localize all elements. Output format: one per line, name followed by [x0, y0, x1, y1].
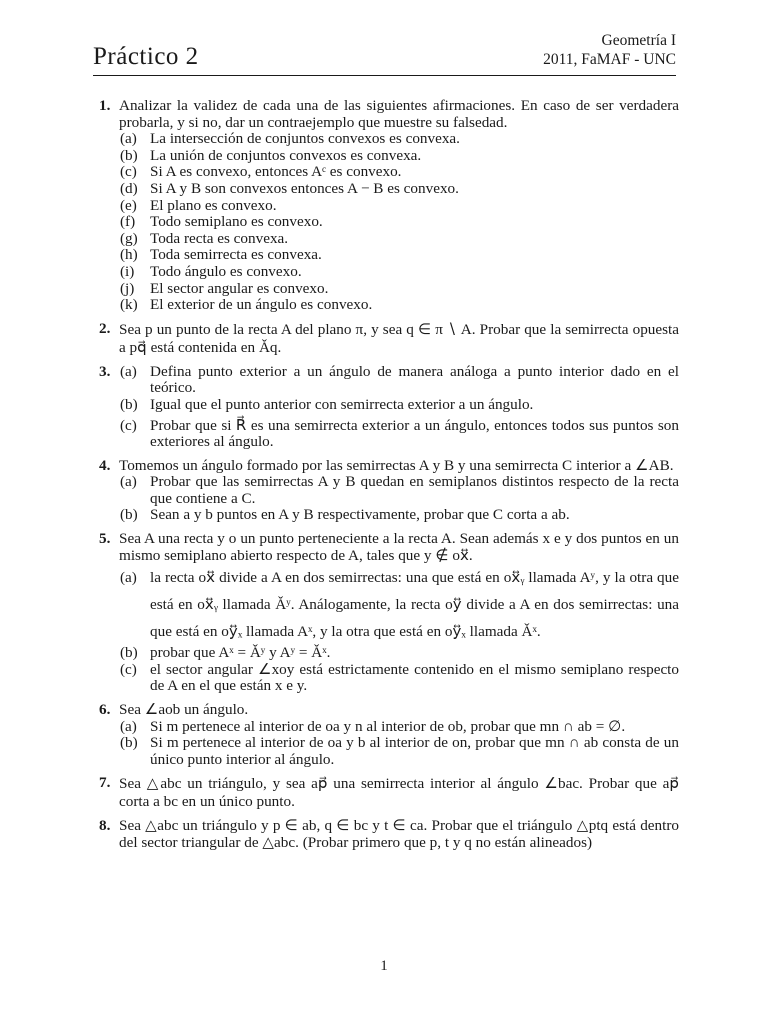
item-label: (b): [120, 644, 138, 662]
item-list: [88, 364, 679, 451]
item-text: Toda recta es convexa.: [150, 229, 289, 247]
item-text: El exterior de un ángulo es convexo.: [150, 296, 373, 314]
problem-text: Sea p un punto de la recta A del plano π, y sea q ∈ π ∖ A. Probar que la semirrecta opuesta a pq⃗ está contenida en Ǎq.: [119, 320, 679, 356]
problem-3: [101, 364, 679, 451]
problem-4: [101, 458, 679, 524]
item-label: (d): [120, 179, 138, 197]
problem-number: 3.: [99, 362, 111, 380]
item-label: (h): [120, 246, 138, 264]
problem-number: 7.: [99, 774, 111, 792]
problem-1: [101, 98, 679, 314]
item-text: El sector angular es convexo.: [150, 279, 329, 297]
list-item: [119, 364, 679, 397]
item-list: [119, 719, 679, 769]
item-label: (k): [120, 296, 138, 314]
item-label: (b): [120, 146, 138, 164]
list-item: [119, 719, 679, 736]
institution: 2011, FaMAF - UNC: [543, 51, 676, 68]
list-item: [119, 181, 679, 198]
item-label: (b): [120, 395, 138, 413]
item-text: el sector angular ∠xoy está estrictamente contenido en el mismo semiplano respecto de A en el que están x e y.: [150, 660, 679, 695]
problem-list: [101, 98, 679, 859]
problem-8: [101, 818, 679, 851]
problem-text: Sea △abc un triángulo, y sea ap⃗ una semirrecta interior al ángulo ∠bac. Probar que ap⃗ corta a bc en un único punto.: [119, 775, 679, 811]
item-text: El plano es convexo.: [150, 196, 277, 214]
item-text: Probar que las semirrectas A y B quedan en semiplanos distintos respecto de la recta que contiene a C.: [150, 473, 679, 507]
list-item: [119, 281, 679, 298]
problem-number: 4.: [99, 456, 111, 474]
item-text: Si A y B son convexos entonces A − B es convexo.: [150, 179, 459, 197]
item-label: (c): [120, 416, 137, 434]
header-meta: [543, 31, 676, 69]
problem-5: [101, 531, 679, 695]
list-item: [119, 645, 679, 662]
list-item: [119, 164, 679, 181]
problem-text: Sea A una recta y o un punto perteneciente a la recta A. Sean además x e y dos puntos en un mismo semiplano abierto respecto de A, tales que y ∉ ox⃡.: [119, 530, 679, 564]
item-text: Igual que el punto anterior con semirrecta exterior a un ángulo.: [150, 395, 534, 413]
list-item: [119, 214, 679, 231]
list-item: [119, 507, 679, 524]
item-label: (a): [120, 130, 137, 148]
problem-number: 1.: [99, 97, 111, 114]
item-text: Si m pertenece al interior de oa y b al interior de on, probar que mn ∩ ab consta de un único punto interior al ángulo.: [150, 734, 679, 768]
item-text: Probar que si R⃗ es una semirrecta exterior a un ángulo, entonces todos sus puntos son exteriores al ángulo.: [150, 416, 679, 451]
list-item: [119, 474, 679, 507]
list-item: [119, 148, 679, 165]
list-item: [119, 397, 679, 414]
item-text: probar que Aˣ = Ǎʸ y Aʸ = Ǎˣ.: [150, 644, 331, 662]
item-list: [119, 564, 679, 695]
item-label: (c): [120, 660, 137, 678]
problem-text: Sea ∠aob un ángulo.: [119, 701, 249, 719]
problem-7: [101, 775, 679, 811]
item-list: [119, 131, 679, 314]
list-item: [119, 662, 679, 695]
list-item: [119, 131, 679, 148]
item-text: Todo semiplano es convexo.: [150, 213, 323, 231]
list-item: [119, 418, 679, 451]
item-text: Defina punto exterior a un ángulo de manera análoga a punto interior dado en el teórico.: [150, 362, 679, 397]
item-label: (c): [120, 163, 137, 181]
header-rule: [93, 75, 676, 76]
item-text: Sean a y b puntos en A y B respectivamente, probar que C corta a ab.: [150, 506, 570, 524]
item-text: Si m pertenece al interior de oa y n al interior de ob, probar que mn ∩ ab = ∅.: [150, 717, 626, 735]
item-text: Todo ángulo es convexo.: [150, 262, 302, 280]
list-item: [119, 297, 679, 314]
problem-number: 8.: [99, 817, 111, 835]
item-list: [119, 474, 679, 524]
item-label: (i): [120, 262, 135, 280]
item-text: Si A es convexo, entonces Aᶜ es convexo.: [150, 163, 402, 181]
item-label: (b): [120, 506, 138, 524]
item-label: (j): [120, 279, 135, 297]
course-name: Geometría I: [601, 32, 676, 49]
problem-text: Tomemos un ángulo formado por las semirrectas A y B y una semirrecta C interior a ∠AB.: [119, 456, 674, 474]
item-text: la recta ox⃡ divide a A en dos semirrectas: una que está en ox⃡ᵧ llamada Aʸ, y la otra que está en ox⃡ᵧ llamada Ǎʸ. Análogamente, la recta oy⃡ divide a A en dos semirrectas: una que está en oy⃡ₓ llamada Aˣ, y la otra que está en oy⃡ₓ llamada Ǎˣ.: [150, 569, 679, 641]
list-item: [119, 247, 679, 264]
problem-number: 6.: [99, 701, 111, 719]
page-header: [93, 28, 676, 76]
list-item: [119, 231, 679, 248]
item-label: (a): [120, 362, 137, 380]
page-number: 1: [380, 958, 388, 974]
item-text: La intersección de conjuntos convexos es convexa.: [150, 130, 460, 148]
list-item: [119, 264, 679, 281]
problem-2: [101, 321, 679, 357]
list-item: [119, 198, 679, 215]
item-label: (a): [120, 569, 137, 587]
item-label: (a): [120, 473, 137, 491]
item-text: La unión de conjuntos convexos es convexa.: [150, 146, 422, 164]
problem-number: 5.: [99, 530, 111, 548]
problem-text: Analizar la validez de cada una de las siguientes afirmaciones. En caso de ser verdadera probarla, y si no, dar un contraejemplo que muestre su falsedad.: [119, 97, 679, 131]
problem-6: [101, 702, 679, 768]
item-label: (b): [120, 734, 138, 752]
item-text: Toda semirrecta es convexa.: [150, 246, 322, 264]
problem-text: Sea △abc un triángulo y p ∈ ab, q ∈ bc y t ∈ ca. Probar que el triángulo △ptq está dentro del sector triangular de △abc. (Probar primero que p, t y q no están alineados): [119, 817, 679, 851]
list-item: [119, 564, 679, 645]
page-title: Práctico 2: [93, 43, 199, 70]
item-label: (e): [120, 196, 137, 214]
item-label: (g): [120, 229, 138, 247]
item-label: (f): [120, 213, 136, 231]
list-item: [119, 735, 679, 768]
item-label: (a): [120, 717, 137, 735]
problem-number: 2.: [99, 319, 111, 337]
